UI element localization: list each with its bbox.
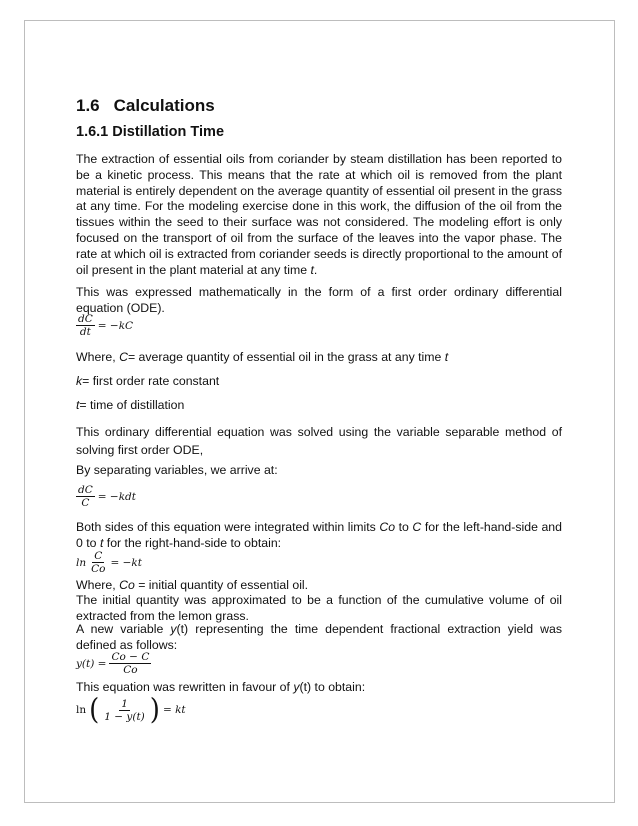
left-paren-glyph: ( bbox=[89, 693, 100, 727]
paragraph-initial-quantity: The initial quantity was approximated to be a function of the cumulative volume of oil extracted from the lemon grass. bbox=[76, 593, 562, 623]
var-c: C bbox=[119, 350, 128, 364]
var-t: t bbox=[310, 262, 314, 277]
where-co bbox=[76, 578, 308, 594]
equation-5-denominator: 1 − y(t) bbox=[104, 710, 145, 723]
section-title: Calculations bbox=[113, 96, 215, 115]
where-c-lead: Where, bbox=[76, 350, 120, 364]
right-paren-glyph: ) bbox=[149, 693, 160, 727]
equation-4-lhs: y(t) = bbox=[76, 657, 107, 670]
equation-2 bbox=[76, 484, 136, 509]
paragraph-intro bbox=[76, 152, 562, 278]
equation-2-numerator: dC bbox=[78, 484, 93, 496]
var-y: y bbox=[170, 622, 177, 636]
equation-4 bbox=[76, 651, 151, 676]
paragraph-new-variable-b: (t) representing the time dependent fractional extraction yield was defined as follows: bbox=[76, 622, 562, 652]
equation-3-numerator: C bbox=[94, 550, 103, 562]
var-y: y bbox=[293, 680, 300, 694]
equation-4-denominator: Co bbox=[123, 664, 138, 676]
var-co: Co bbox=[379, 520, 396, 534]
paragraph-intro-text: The extraction of essential oils from coriander by steam distillation has been reported to be a kinetic process. This means that the rate at which oil is removed from the plant material is entirely dependent on the average quantity of essential oil present in the grass at any time. For the modeling exercise done in this work, the diffusion of the oil from the tissues within the seed to their surface was not considered. The modeling effort is only focused on the transport of oil from the surface of the leaves into the vapor phase. The rate at which oil is extracted from coriander seeds is directly proportional to the amount of oil present in the plant material at any time bbox=[76, 152, 562, 277]
equation-2-denominator: C bbox=[81, 497, 90, 509]
equation-5-ln: ln bbox=[76, 704, 87, 716]
section-number: 1.6 bbox=[76, 96, 100, 115]
var-t: t bbox=[99, 535, 104, 550]
equation-3-denominator: Co bbox=[91, 563, 106, 575]
paragraph-integration-a: Both sides of this equation were integrated within limits bbox=[76, 520, 380, 534]
equation-3-fraction bbox=[89, 550, 107, 575]
where-k-text: = first order rate constant bbox=[82, 374, 220, 388]
where-c-text: = average quantity of essential oil in the grass at any time bbox=[127, 350, 445, 364]
var-c: C bbox=[412, 520, 422, 534]
where-c bbox=[76, 350, 448, 366]
where-co-lead: Where, bbox=[76, 578, 120, 592]
equation-1 bbox=[76, 313, 133, 338]
equation-5-rhs: = kt bbox=[162, 704, 186, 716]
equation-4-numerator: Co − C bbox=[111, 651, 150, 663]
paragraph-rewritten bbox=[76, 680, 365, 696]
equation-4-fraction bbox=[109, 651, 151, 676]
where-t bbox=[76, 398, 184, 414]
paragraph-solution-method: This ordinary differential equation was solved using the variable separable method of solving first order ODE, bbox=[76, 425, 562, 457]
equation-1-denominator: dt bbox=[79, 326, 91, 338]
subsection-heading: 1.6.1 Distillation Time bbox=[76, 124, 225, 140]
var-t: t bbox=[444, 350, 449, 364]
equation-2-rhs: = −kdt bbox=[97, 490, 137, 503]
equation-3 bbox=[76, 550, 142, 575]
var-t: t bbox=[76, 398, 80, 412]
where-co-text: = initial quantity of essential oil. bbox=[134, 578, 309, 592]
equation-2-fraction bbox=[76, 484, 95, 509]
paragraph-separating: By separating variables, we arrive at: bbox=[76, 463, 278, 477]
equation-1-numerator: dC bbox=[78, 313, 93, 325]
paragraph-integration-b: to bbox=[395, 520, 413, 534]
paragraph-new-variable bbox=[76, 622, 562, 654]
paragraph-intro-end: . bbox=[313, 262, 318, 277]
equation-5-fraction bbox=[102, 698, 147, 723]
equation-3-ln: ln bbox=[76, 556, 87, 569]
paragraph-new-variable-a: A new variable bbox=[76, 622, 171, 636]
paragraph-rewritten-b: (t) to obtain: bbox=[299, 680, 366, 694]
var-co: Co bbox=[119, 578, 135, 592]
var-k: k bbox=[76, 374, 83, 388]
where-t-text: = time of distillation bbox=[79, 398, 185, 412]
paragraph-integration-d: for the left-hand-side and 0 to bbox=[76, 520, 562, 550]
paragraph-integration bbox=[76, 520, 562, 552]
paragraph-ode: This was expressed mathematically in the form of a first order ordinary differential equation (ODE). bbox=[76, 285, 562, 315]
section-heading bbox=[76, 96, 215, 116]
where-k bbox=[76, 374, 219, 390]
paragraph-integration-e: for the right-hand-side to obtain: bbox=[103, 535, 282, 550]
equation-5-numerator: 1 bbox=[121, 697, 128, 710]
paragraph-rewritten-a: This equation was rewritten in favour of bbox=[76, 680, 294, 694]
equation-5 bbox=[76, 693, 186, 727]
equation-3-rhs: = −kt bbox=[110, 556, 142, 569]
equation-1-fraction bbox=[76, 313, 95, 338]
equation-1-rhs: = −kC bbox=[97, 319, 134, 332]
